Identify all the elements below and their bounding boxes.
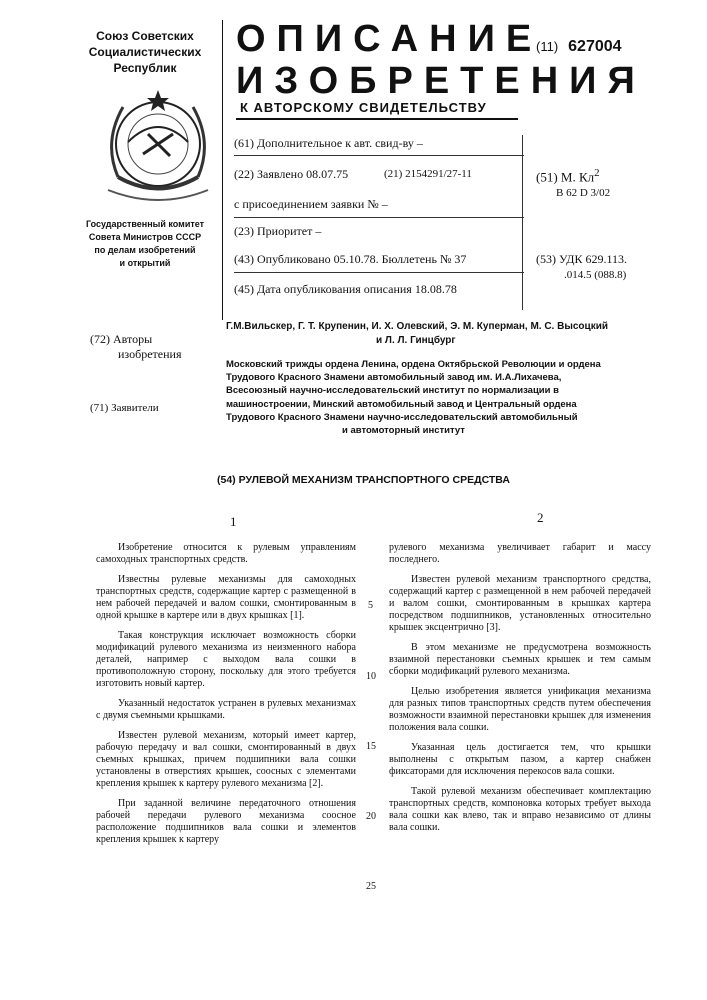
committee-line: Государственный комитет xyxy=(60,218,230,231)
paragraph: Указанная цель достигается тем, что крышки выполнены с открытым пазом, а картер снабжен фиксаторами для исключения перекосов вала сошки. xyxy=(389,742,651,778)
paragraph: Изобретение относится к рулевым управлениям самоходных транспортных средств. xyxy=(96,542,356,566)
authors-label-line: изобретения xyxy=(90,347,181,362)
applicants-line: и автомоторный институт xyxy=(226,424,671,437)
paragraph: Такая конструкция исключает возможность сборки модификаций рулевого механизма из неизменного набора деталей, например с выходом вала сошки в противоположную сторону, поскольку для этого требуется изготовить новый картер. xyxy=(96,630,356,690)
title-line: ИЗОБРЕТЕНИЯ xyxy=(236,60,526,102)
applicants-line: Трудового Красного Знамени научно-исследовательский автомобильный xyxy=(226,411,671,424)
patent-number-label: (11) xyxy=(536,39,558,54)
line-number: 25 xyxy=(366,881,376,892)
paragraph: Известен рулевой механизм, который имеет картер, рабочую передачу и вал сошки, смонтированный в двух съемных крышках, причем подшипники вала сошки установлены в отверстиях крышек, соосных с элементами крепления крышек к картеру рулевого механизма [2]. xyxy=(96,730,356,790)
right-divider xyxy=(522,135,523,310)
paragraph: рулевого механизма увеличивает габарит и массу последнего. xyxy=(389,542,651,566)
classification-udk xyxy=(536,251,627,283)
line-number: 10 xyxy=(366,671,376,682)
line-number: 20 xyxy=(366,811,376,822)
paragraph: Известны рулевые механизмы для самоходных транспортных средств, содержащие картер с размещенной в нем рабочей передачей и валом сошки, смонтированным в одной крышке в картере или в двух крышках [1]. xyxy=(96,574,356,622)
committee-line: Совета Министров СССР xyxy=(60,231,230,244)
authors-line: и Л. Л. Гинцбург xyxy=(226,334,671,348)
union-line: Союз Советских xyxy=(60,28,230,44)
applicants-line: Трудового Красного Знамени автомобильный завод им. И.А.Лихачева, xyxy=(226,371,671,384)
subtitle-underline xyxy=(236,118,518,120)
line-number: 5 xyxy=(368,600,373,611)
union-heading xyxy=(60,28,230,76)
vertical-divider xyxy=(222,20,223,320)
authors-label xyxy=(90,332,181,362)
paragraph: При заданной величине передаточного отношения рабочей передачи рулевого механизма соосное расположение подшипников вала сошки и элементов крепления крышек к картеру xyxy=(96,798,356,846)
udk-label: (53) УДК 629.113. xyxy=(536,251,627,267)
column-number: 2 xyxy=(537,510,544,526)
field-61: (61) Дополнительное к авт. свид-ву – xyxy=(234,136,423,151)
patent-number xyxy=(536,38,622,56)
field-addition: с присоединением заявки № – xyxy=(234,197,388,212)
field-45: (45) Дата опубликования описания 18.08.78 xyxy=(234,282,457,297)
document-title xyxy=(236,18,526,102)
field-21: (21) 2154291/27-11 xyxy=(384,167,472,182)
state-emblem-icon xyxy=(88,82,228,212)
document-subtitle: К АВТОРСКОМУ СВИДЕТЕЛЬСТВУ xyxy=(240,100,530,115)
applicants-label: (71) Заявители xyxy=(90,402,159,414)
field-43: (43) Опубликовано 05.10.78. Бюллетень № 37 xyxy=(234,252,466,267)
committee-line: и открытий xyxy=(60,257,230,270)
authors-label-line: (72) Авторы xyxy=(90,332,181,347)
mkl-class: B 62 D 3/02 xyxy=(536,185,610,202)
classification-mkl xyxy=(536,165,610,202)
field-rule xyxy=(234,217,524,218)
patent-number-value: 627004 xyxy=(568,38,621,55)
line-number: 15 xyxy=(366,741,376,752)
invention-title: (54) РУЛЕВОЙ МЕХАНИЗМ ТРАНСПОРТНОГО СРЕДСТВА xyxy=(217,474,510,486)
column-number: 1 xyxy=(230,514,237,530)
applicants-line: Московский трижды ордена Ленина, ордена Октябрьской Революции и ордена xyxy=(226,358,671,371)
union-line: Республик xyxy=(60,60,230,76)
authors-line: Г.М.Вильскер, Г. Т. Крупенин, И. Х. Олевский, Э. М. Куперман, М. С. Высоцкий xyxy=(226,320,671,334)
paragraph: Такой рулевой механизм обеспечивает комплектацию транспортных средств, компоновка которых требует выхода вала сошки как влево, так и вправо независимо от длины вала сошки. xyxy=(389,786,651,834)
applicants-line: машиностроении, Минский автомобильный завод и Центральный ордена xyxy=(226,398,671,411)
applicants-list xyxy=(226,358,671,437)
field-22: (22) Заявлено 08.07.75 xyxy=(234,167,348,182)
paragraph: Целью изобретения является унификация механизма для разных типов транспортных средств путем обеспечения возможности взаимной перестановки крышек для изменения положения вала сошки. xyxy=(389,686,651,734)
committee-block xyxy=(60,218,230,270)
paragraph: Указанный недостаток устранен в рулевых механизмах с двумя съемными крышками. xyxy=(96,698,356,722)
applicants-line: Всесоюзный научно-исследовательский институт по нормализации в xyxy=(226,384,671,397)
authors-list xyxy=(226,320,671,348)
column-1-text xyxy=(96,542,356,854)
paragraph: В этом механизме не предусмотрена возможность взаимной перестановки съемных крышек и тем самым сборки модификаций рулевого механизма. xyxy=(389,642,651,678)
title-line: ОПИСАНИЕ xyxy=(236,18,526,60)
mkl-label: (51) М. Кл xyxy=(536,169,594,184)
committee-line: по делам изобретений xyxy=(60,244,230,257)
field-rule xyxy=(234,155,524,156)
field-rule xyxy=(234,272,524,273)
field-23: (23) Приоритет – xyxy=(234,224,321,239)
mkl-superscript: 2 xyxy=(594,167,599,179)
udk-class: .014.5 (088.8) xyxy=(536,267,627,283)
column-2-text xyxy=(389,542,651,842)
union-line: Социалистических xyxy=(60,44,230,60)
paragraph: Известен рулевой механизм транспортного средства, содержащий картер с размещенной в нем рабочей передачей и валом сошки, смонтированным в крышках картера посредством подшипников, установленных относительно крышек эксцентрично [3]. xyxy=(389,574,651,634)
